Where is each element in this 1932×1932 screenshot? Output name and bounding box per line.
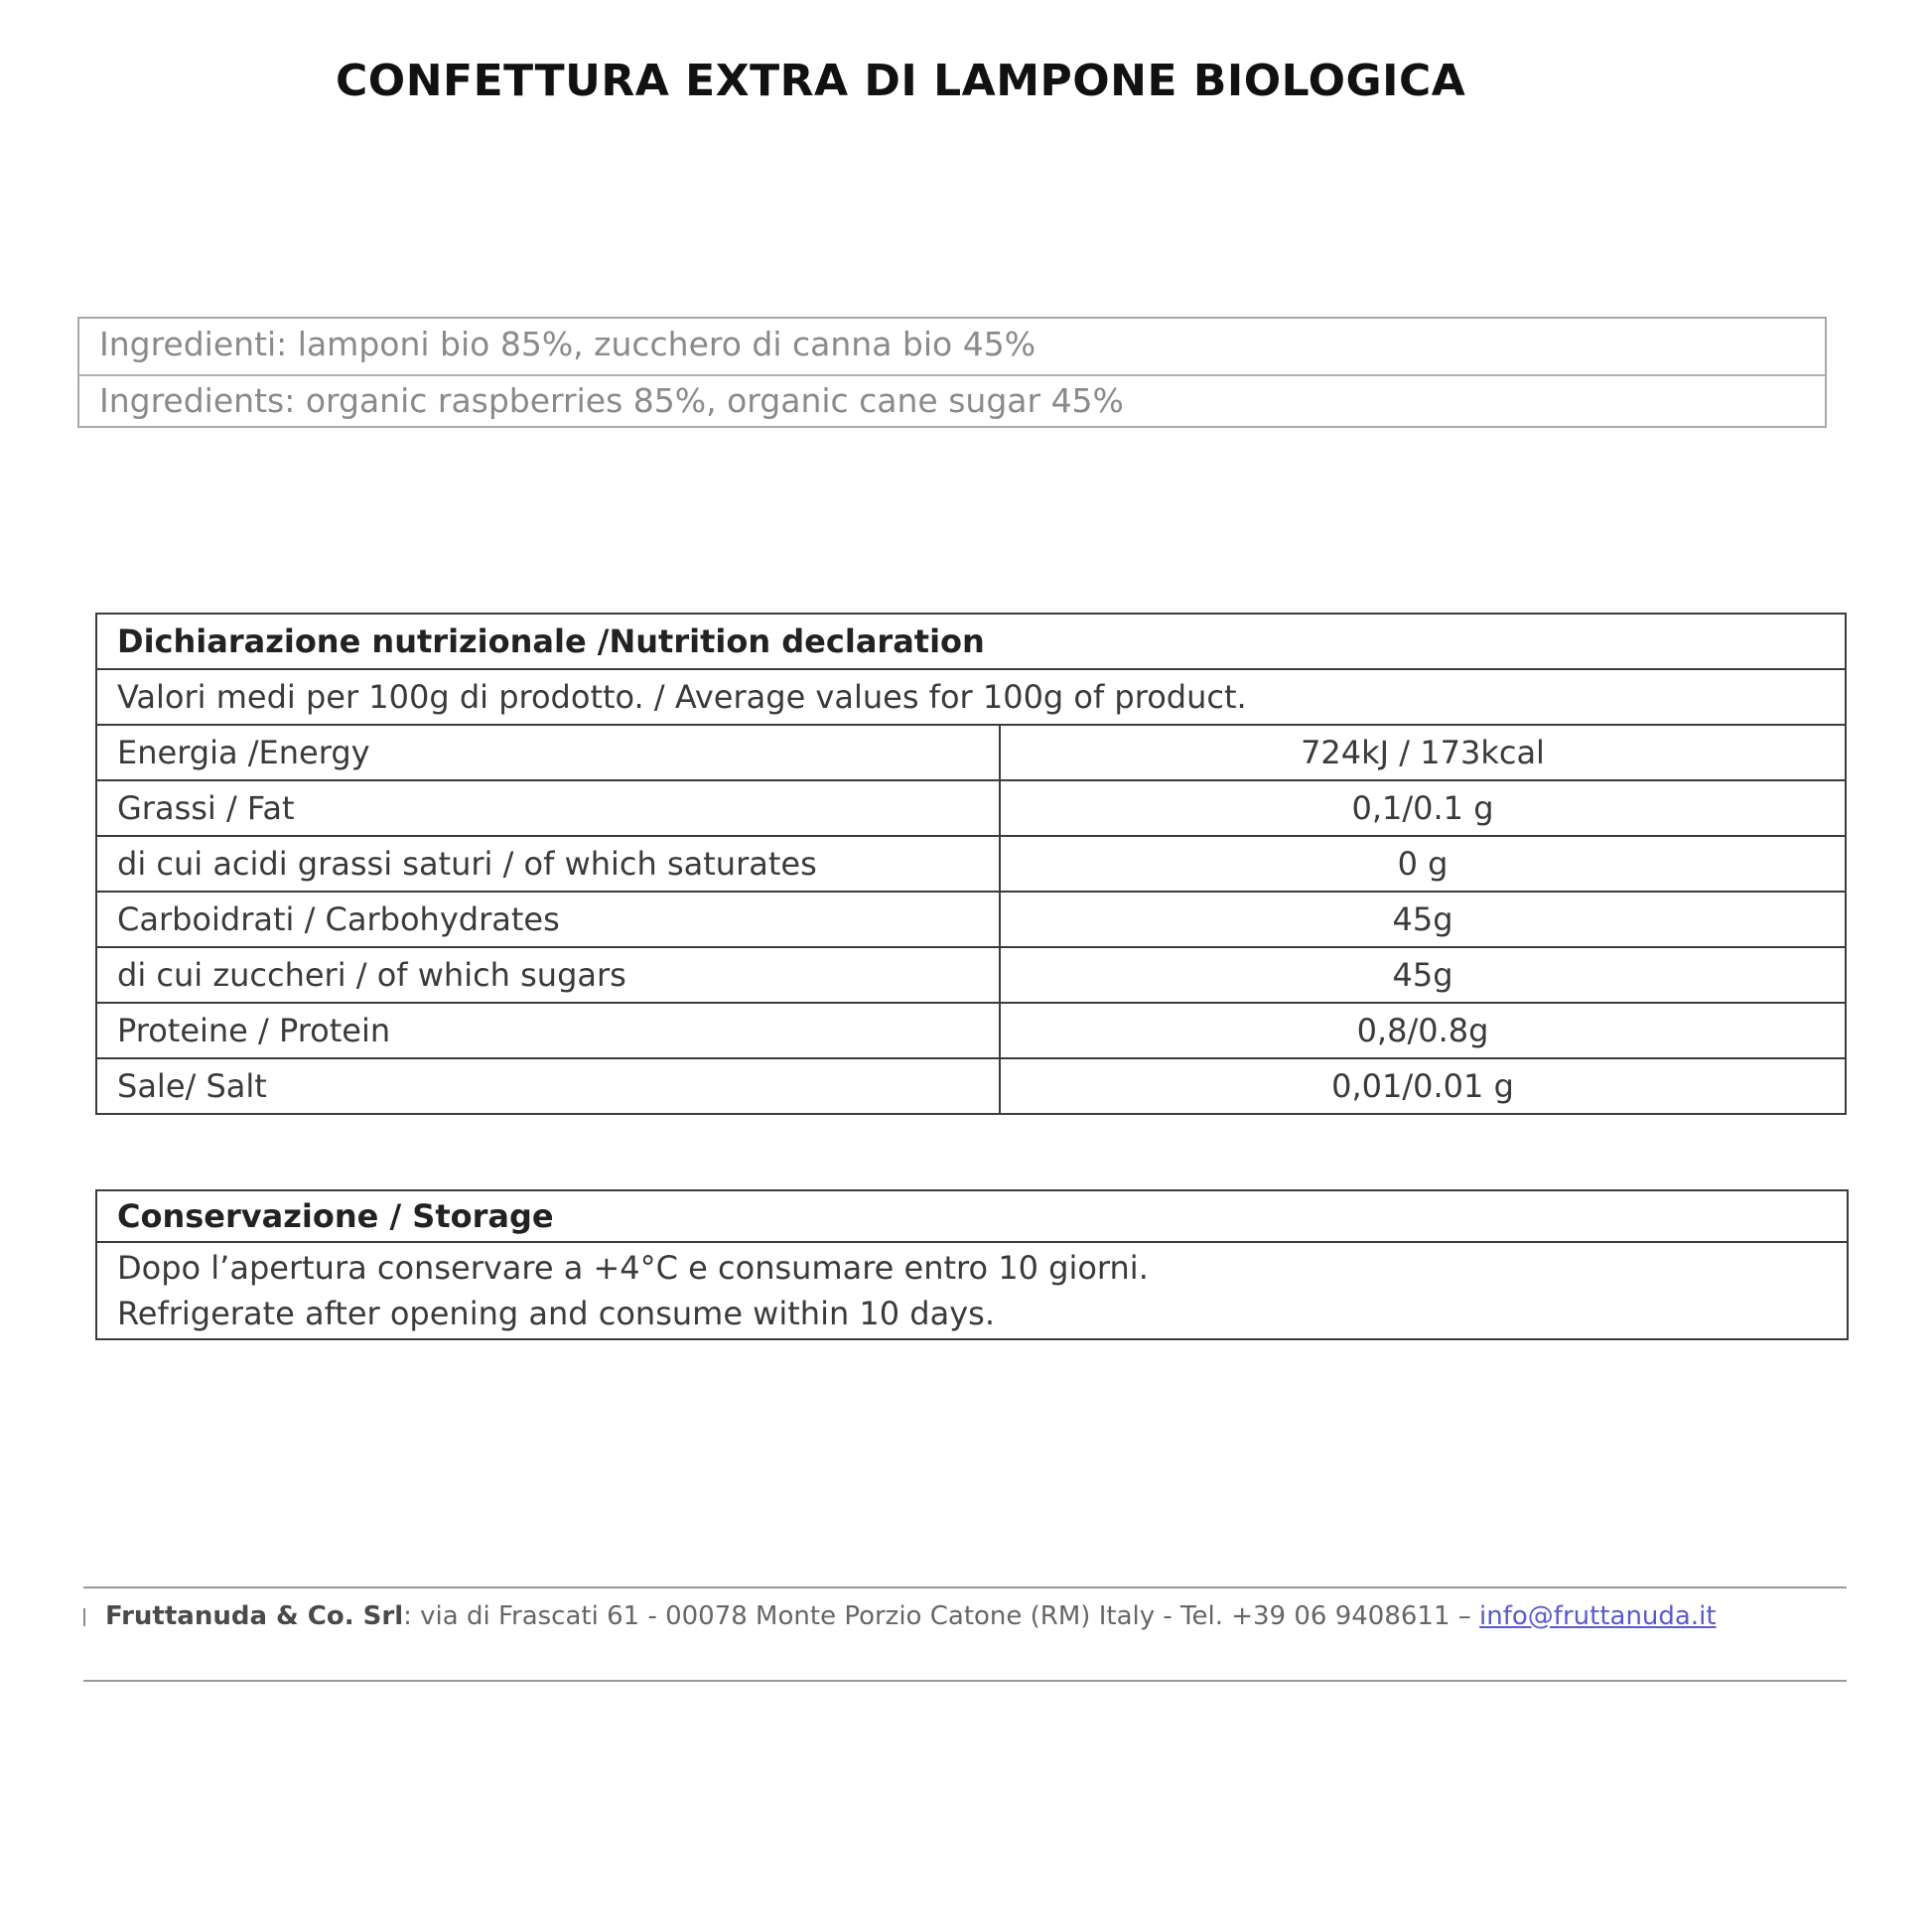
nutrient-label: Energia /Energy [96,725,1000,780]
nutrition-header: Dichiarazione nutrizionale /Nutrition declaration [96,614,1846,669]
table-row [96,780,1846,836]
ingredients-italian: Ingredienti: lamponi bio 85%, zucchero di canna bio 45% [79,319,1825,376]
nutrient-label: Grassi / Fat [96,780,1000,836]
nutrient-label: di cui zuccheri / of which sugars [96,947,1000,1003]
nutrient-label: di cui acidi grassi saturi / of which saturates [96,836,1000,892]
footer-contact [105,1598,1717,1634]
product-title: CONFETTURA EXTRA DI LAMPONE BIOLOGICA [336,56,1466,106]
nutrition-subheader: Valori medi per 100g di prodotto. / Average values for 100g of product. [96,669,1846,725]
nutrient-value: 45g [1000,892,1846,947]
footer-tick-mark [83,1608,85,1626]
nutrient-label: Carboidrati / Carbohydrates [96,892,1000,947]
nutrient-value: 45g [1000,947,1846,1003]
table-row [96,1003,1846,1058]
company-address: : via di Frascati 61 - 00078 Monte Porzio Catone (RM) Italy - Tel. +39 06 9408611 – [403,1601,1480,1631]
nutrition-header-row [96,614,1846,669]
storage-line-italian: Dopo l’apertura conservare a +4°C e consumare entro 10 giorni. [117,1249,1149,1287]
ingredients-box [77,317,1827,428]
table-row [96,836,1846,892]
storage-box [95,1189,1849,1340]
table-row [96,1058,1846,1114]
footer-divider-bottom [83,1680,1847,1682]
nutrient-label: Proteine / Protein [96,1003,1000,1058]
footer-divider-top [83,1587,1847,1588]
ingredients-english: Ingredients: organic raspberries 85%, organic cane sugar 45% [99,381,1124,420]
nutrition-subheader-row [96,669,1846,725]
table-row [96,725,1846,780]
table-row [96,892,1846,947]
nutrition-table [95,613,1847,1115]
nutrient-value: 0 g [1000,836,1846,892]
company-name: Fruttanuda & Co. Srl [105,1601,404,1631]
nutrient-value: 0,8/0.8g [1000,1003,1846,1058]
storage-instructions [117,1245,1149,1336]
email-link[interactable]: info@fruttanuda.it [1479,1601,1717,1631]
nutrient-label: Sale/ Salt [96,1058,1000,1114]
nutrient-value: 724kJ / 173kcal [1000,725,1846,780]
storage-line-english: Refrigerate after opening and consume within 10 days. [117,1295,995,1332]
storage-header: Conservazione / Storage [97,1191,1847,1243]
nutrient-value: 0,01/0.01 g [1000,1058,1846,1114]
nutrient-value: 0,1/0.1 g [1000,780,1846,836]
table-row [96,947,1846,1003]
